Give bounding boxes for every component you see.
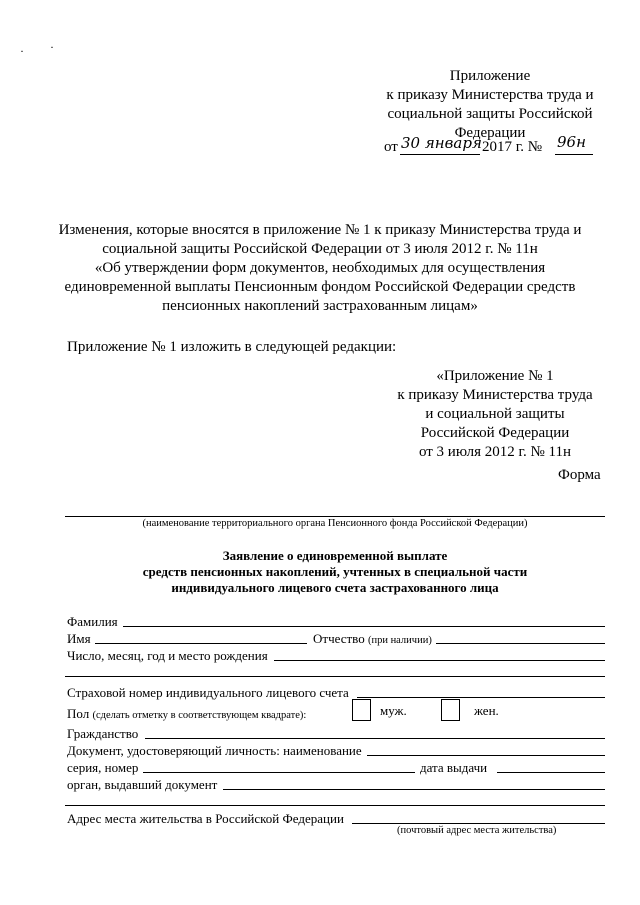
intro-paragraph [55, 221, 585, 316]
scan-mark: · [50, 40, 54, 54]
organ-caption: (наименование территориального органа Пенсионного фонда Российской Федерации) [142, 518, 528, 529]
male-label: муж. [380, 703, 407, 718]
intro-line: «Об утверждении форм документов, необходимых для осуществления [94, 260, 546, 276]
birth-field-continued[interactable] [65, 676, 605, 677]
date-year: 2017 г. № [482, 139, 543, 155]
scan-mark: · [20, 44, 24, 58]
order-date-line [384, 138, 398, 157]
form-title-line: средств пенсионных накоплений, учтенных в специальной части [142, 564, 528, 579]
issuer-field-continued[interactable] [65, 805, 605, 806]
series-label: серия, номер [67, 760, 139, 775]
handwritten-number: 96н [557, 133, 586, 151]
citizenship-field[interactable] [145, 738, 605, 739]
sex-note: (сделать отметку в соответствующем квадрате): [92, 710, 307, 721]
date-prefix: от [384, 139, 398, 155]
number-underline [555, 154, 593, 155]
sub-header-line: к приказу Министерства труда [397, 387, 593, 403]
birth-label: Число, месяц, год и место рождения [67, 648, 268, 663]
address-label: Адрес места жительства в Российской Федерации [67, 811, 344, 826]
forma-label: Форма [558, 467, 601, 483]
intro-line: социальной защиты Российской Федерации от 3 июля 2012 г. № 11н [102, 241, 538, 257]
citizenship-label: Гражданство [67, 726, 139, 741]
sub-header-line: от 3 июля 2012 г. № 11н [418, 444, 572, 460]
patronymic-field[interactable] [436, 643, 605, 644]
issuer-field[interactable] [223, 789, 605, 790]
header-line: Приложение [449, 68, 531, 84]
header-block [380, 67, 600, 143]
sex-text: Пол [67, 706, 90, 721]
form-title [70, 548, 600, 596]
issue-date-label: дата выдачи [420, 760, 488, 775]
handwritten-date: 30 января [401, 134, 482, 152]
female-checkbox[interactable] [441, 699, 460, 721]
header-line: Федерации [454, 125, 526, 141]
sub-header-line: Российской Федерации [420, 425, 570, 441]
snils-label: Страховой номер индивидуального лицевого счета [67, 685, 349, 700]
sex-label [67, 706, 306, 724]
patronymic-label [313, 631, 432, 649]
instruction-text: Приложение № 1 изложить в следующей редакции: [67, 339, 397, 355]
organ-name-line [65, 516, 605, 517]
snils-field[interactable] [357, 697, 605, 698]
address-field[interactable] [352, 823, 605, 824]
header-line: социальной защиты Российской [387, 106, 593, 122]
patronymic-text: Отчество [313, 631, 365, 646]
sub-header-line: и социальной защиты [425, 406, 565, 422]
female-label: жен. [474, 703, 499, 718]
intro-line: пенсионных накоплений застрахованным лицам» [162, 298, 478, 314]
surname-field[interactable] [123, 626, 605, 627]
address-note: (почтовый адрес места жительства) [397, 825, 557, 836]
sub-header-line: «Приложение № 1 [436, 368, 554, 384]
sub-header-block [390, 367, 600, 462]
issue-date-field[interactable] [497, 772, 605, 773]
form-title-line: Заявление о единовременной выплате [222, 548, 448, 563]
male-checkbox[interactable] [352, 699, 371, 721]
date-underline [400, 154, 480, 155]
header-line: к приказу Министерства труда и [386, 87, 594, 103]
patronymic-note: (при наличии) [367, 635, 432, 646]
id-doc-field[interactable] [367, 755, 605, 756]
issuer-label: орган, выдавший документ [67, 777, 218, 792]
id-doc-label: Документ, удостоверяющий личность: наименование [67, 743, 362, 758]
intro-line: единовременной выплаты Пенсионным фондом Российской Федерации средств [64, 279, 576, 295]
intro-line: Изменения, которые вносятся в приложение № 1 к приказу Министерства труда и [58, 222, 582, 238]
name-label: Имя [67, 631, 91, 646]
name-field[interactable] [95, 643, 307, 644]
form-title-line: индивидуального лицевого счета застрахованного лица [171, 580, 499, 595]
series-field[interactable] [143, 772, 415, 773]
surname-label: Фамилия [67, 614, 118, 629]
birth-field[interactable] [274, 660, 605, 661]
